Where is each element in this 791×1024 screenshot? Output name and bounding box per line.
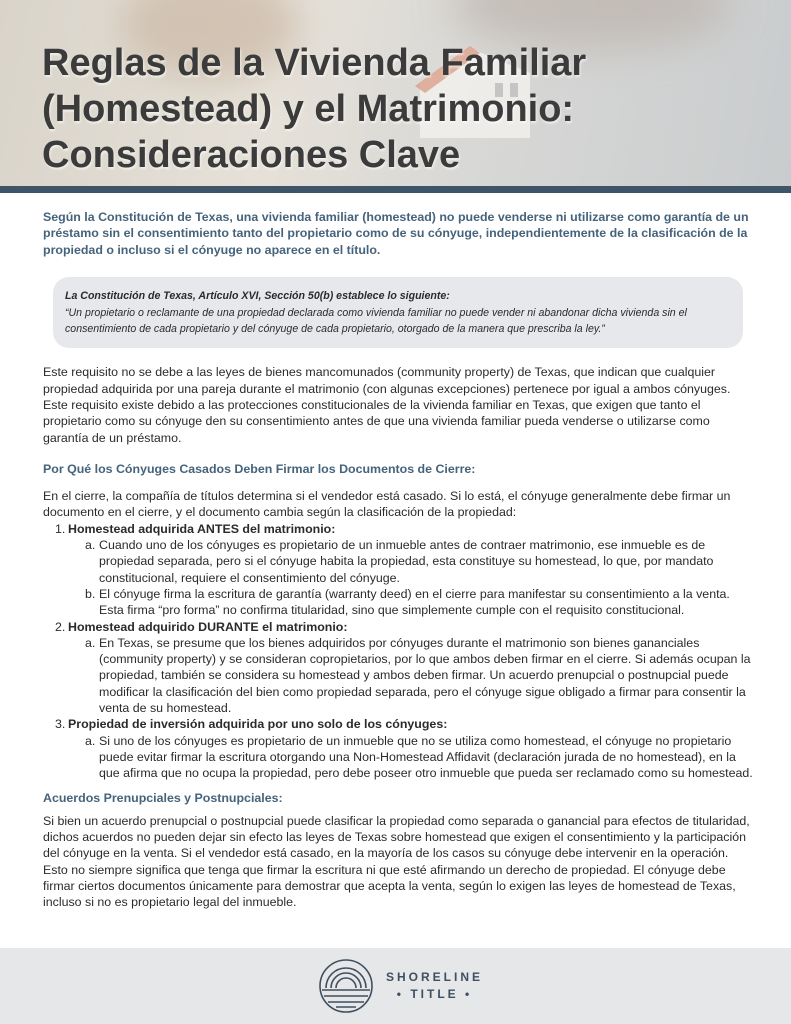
list-number: 1. <box>55 521 66 536</box>
list-item-title: Homestead adquirido DURANTE el matrimonio: <box>68 619 348 634</box>
body-paragraph: En el cierre, la compañía de títulos determina si el vendedor está casado. Si lo está, el cónyuge generalmente debe firmar un documento en el cierre, y el documento cambia según la clasificación de la propiedad: <box>43 489 731 520</box>
list-item <box>55 619 753 717</box>
quote-text: “Un propietario o reclamante de una propiedad declarada como vivienda familiar no puede vender ni abandonar dicha vivienda sin el consentimiento de cada propietario y del cónyuge de cada propietario, otorgado de la manera que prescriba la ley.” <box>65 307 687 335</box>
list-letter: a. <box>85 733 96 748</box>
sub-item-text: El cónyuge firma la escritura de garantía (warranty deed) en el cierre para manifestar su consentimiento a la venta. Esta firma “pro forma” no confirma titularidad, sino que simplemente cumple con el requisito constitucional. <box>99 586 730 618</box>
list-item-title: Homestead adquirida ANTES del matrimonio: <box>68 521 336 536</box>
sub-item-text: Si uno de los cónyuges es propietario de un inmueble que no se utiliza como homestead, el cónyuge no propietario puede evitar firmar la escritura otorgando una Non-Homestead Affidavit (declaración jurada de no homestead), en la que afirma que no ocupa la propiedad, pero debe poseer otro inmueble que pueda ser reclamado como su homestead. <box>99 733 753 781</box>
header-divider <box>0 186 791 193</box>
logo-subtext: • TITLE • <box>396 987 473 1001</box>
sub-list-item <box>72 733 753 782</box>
body-paragraph: Este requisito no se debe a las leyes de bienes mancomunados (community property) de Texas, que indican que cualquier propiedad adquirida por una pareja durante el matrimonio (con algunas excepciones) pertenece por igual a ambos cónyuges. Este requisito existe debido a las protecciones constitucionales de la vivienda familiar en Texas, que exigen que tanto el propietario como su cónyuge den su consentimiento antes de que una vivienda familiar pueda venderse o utilizarse como garantía de un préstamo. <box>43 365 731 445</box>
title-line: Reglas de la Vivienda Familiar <box>42 42 587 84</box>
sub-list-item <box>72 537 753 586</box>
document-body <box>43 209 753 911</box>
numbered-list <box>55 521 753 782</box>
quote-heading: La Constitución de Texas, Artículo XVI, Sección 50(b) establece lo siguiente: <box>65 289 450 302</box>
sub-list-item <box>72 586 753 619</box>
list-item-title: Propiedad de inversión adquirida por uno solo de los cónyuges: <box>68 717 448 732</box>
section-heading: Por Qué los Cónyuges Casados Deben Firmar los Documentos de Cierre: <box>43 461 476 476</box>
sub-item-text: Cuando uno de los cónyuges es propietario de un inmueble antes de contraer matrimonio, ese inmueble es de propiedad separada, pero si el cónyuge habita la propiedad, esta constituye su homestead, lo que, por mandato constitucional, requiere el consentimiento del cónyuge. <box>99 538 714 585</box>
header-banner <box>0 0 791 186</box>
shoreline-title-logo <box>318 958 483 1014</box>
list-letter: a. <box>85 635 96 650</box>
list-item <box>55 716 753 781</box>
logo-icon <box>318 958 374 1014</box>
title-line: (Homestead) y el Matrimonio: <box>42 88 575 130</box>
list-letter: b. <box>85 586 96 601</box>
list-letter: a. <box>85 538 96 553</box>
title-line: Consideraciones Clave <box>42 134 461 176</box>
list-item <box>55 521 753 619</box>
body-paragraph: Si bien un acuerdo prenupcial o postnupcial puede clasificar la propiedad como separada o ganancial para efectos de titularidad, dichos acuerdos no pueden dejar sin efecto las leyes de Texas sobre homestead que exigen el consentimiento y la participación del cónyuge en la venta. Si el vendedor está casado, en la mayoría de los casos su cónyuge debe intervenir en la operación. Esto no siempre significa que tenga que firmar la escritura ni que esté afirmando un derecho de propiedad. El cónyuge debe firmar ciertos documentos únicamente para demostrar que acepta la venta, según lo exigen las leyes de homestead de Texas, incluso si no es propietario legal del inmueble. <box>43 813 750 910</box>
sub-list-item <box>72 635 753 716</box>
section-heading: Acuerdos Prenupciales y Postnupciales: <box>43 790 283 805</box>
quote-box <box>53 277 743 349</box>
page-title <box>42 40 586 178</box>
intro-paragraph: Según la Constitución de Texas, una vivienda familiar (homestead) no puede venderse ni utilizarse como garantía de un préstamo sin el consentimiento tanto del propietario como de su cónyuge, independientemente de la clasificación de la propiedad o incluso si el cónyuge no aparece en el título. <box>43 210 749 257</box>
list-number: 2. <box>55 619 66 634</box>
sub-item-text: En Texas, se presume que los bienes adquiridos por cónyuges durante el matrimonio son bienes gananciales (community property) y se consideran copropietarios, por lo que ambos deben firmar en el cierre. Si además ocupan la propiedad, también se considera su homestead y ambos deben firmar. Un acuerdo prenupcial o postnupcial puede modificar la clasificación del bien como propiedad separada, pero el cónyuge sigue obligado a firmar para consentir la venta de su homestead. <box>99 635 751 716</box>
logo-text: SHORELINE <box>386 970 484 984</box>
list-number: 3. <box>55 717 66 732</box>
